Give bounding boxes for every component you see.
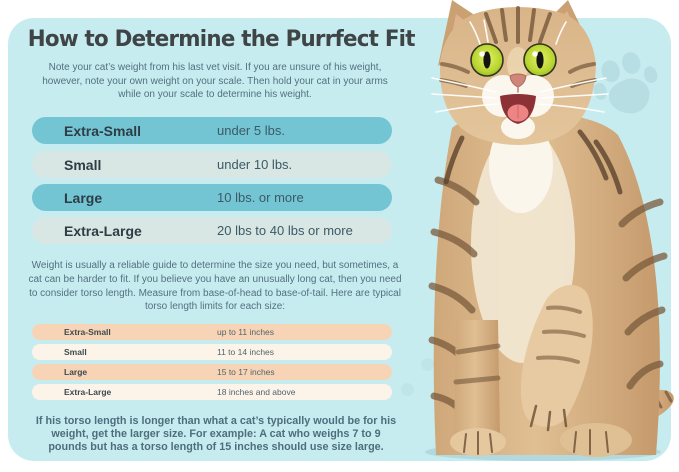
torso-table-row [32,384,392,400]
weight-value: under 5 lbs. [217,123,285,138]
weight-value: 20 lbs to 40 lbs or more [217,223,353,238]
size-label: Extra-Small [64,122,142,139]
size-label: Small [64,347,87,357]
paw-print-dot [401,383,414,396]
torso-note-text: Weight is usually a reliable guide to determine the size you need, but sometimes, a cat can be harder to fit. If you believe you have an unusually long cat, then you need to consider torso length. Measure from base-of-head to base-of-tail. Here are typical torso length limits for each size: [28,260,402,313]
weight-value: 10 lbs. or more [217,190,304,205]
size-label: Extra-Small [64,327,111,337]
page-title: How to Determine the Purrfect Fit [27,26,415,52]
size-label: Extra-Large [64,222,142,239]
torso-table-row [32,364,392,380]
weight-value: under 10 lbs. [217,157,293,172]
weight-table-row [32,184,392,211]
torso-table-row [32,344,392,360]
torso-value: 18 inches and above [217,387,296,397]
torso-value: 11 to 14 inches [217,347,275,357]
torso-value: 15 to 17 inches [217,367,275,377]
torso-table-row [32,324,392,340]
weight-table-row [32,117,392,144]
footer-note-text: If his torso length is longer than what a cat’s typically would be for his weight, get the larger size. For example: A cat who weighs 7 to 9 pounds but has a torso length of 15 inches should use size large. [35,415,397,453]
weight-table-row [32,217,392,244]
weight-table-row [32,151,392,178]
size-label: Small [64,156,102,173]
size-label: Large [64,367,88,377]
torso-value: up to 11 inches [217,327,275,337]
size-label: Large [64,189,103,206]
cat-photo [418,0,679,472]
intro-text: Note your cat’s weight from his last vet visit. If you are unsure of his weight, however, note your own weight on your scale. Then hold your cat in your arms while on your scale to determine his weight. [42,62,388,101]
size-label: Extra-Large [64,387,112,397]
